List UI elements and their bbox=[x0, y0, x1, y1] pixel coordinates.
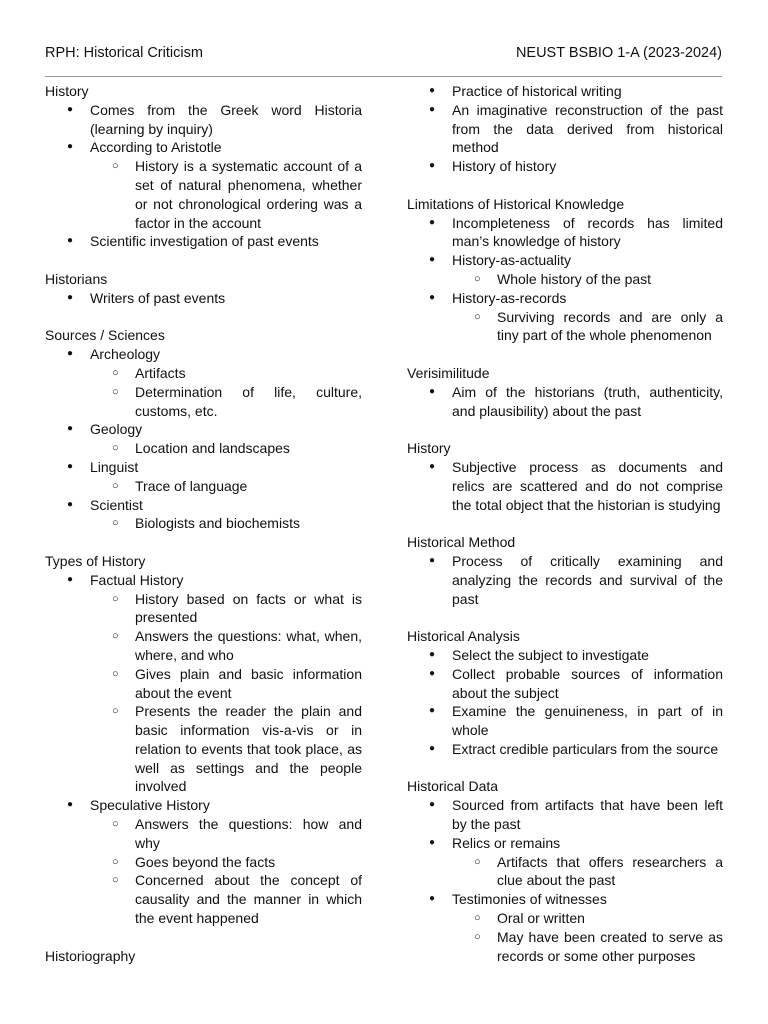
header-left: RPH: Historical Criticism bbox=[45, 45, 203, 61]
list-item: ● Archeology bbox=[45, 345, 362, 364]
header-right: NEUST BSBIO 1-A (2023-2024) bbox=[515, 45, 722, 61]
sub-list-item: ○ Oral or written bbox=[407, 909, 723, 928]
sub-list-item: ○ Whole history of the past bbox=[407, 270, 723, 289]
sub-list-item: ○ Determination of life, culture, customs, etc. bbox=[45, 383, 362, 421]
limitations-list bbox=[407, 214, 723, 346]
data-list bbox=[407, 796, 723, 965]
section-title-history: History bbox=[45, 83, 89, 99]
sub-list-item: ○ Answers the questions: what, when, where, and who bbox=[45, 627, 362, 665]
verisimilitude-list bbox=[407, 383, 723, 421]
list-item: ● Aim of the historians (truth, authenticity, and plausibility) about the past bbox=[407, 383, 723, 421]
sources-list bbox=[45, 345, 362, 533]
list-item: ● Sourced from artifacts that have been left by the past bbox=[407, 796, 723, 834]
list-item: ● Subjective process as documents and relics are scattered and do not comprise the total object that the historian is studying bbox=[407, 458, 723, 514]
list-item: ● Relics or remains bbox=[407, 834, 723, 853]
list-item: ● Extract credible particulars from the source bbox=[407, 740, 723, 759]
list-item: ● Scientific investigation of past events bbox=[45, 232, 362, 251]
types-list bbox=[45, 571, 362, 928]
list-item: ● Incompleteness of records has limited man’s knowledge of history bbox=[407, 214, 723, 252]
list-item: ● History-as-actuality bbox=[407, 251, 723, 270]
section-title-verisimilitude: Verisimilitude bbox=[407, 364, 490, 381]
analysis-list bbox=[407, 646, 723, 759]
list-item: ● Testimonies of witnesses bbox=[407, 890, 723, 909]
list-item: ● Select the subject to investigate bbox=[407, 646, 723, 665]
historians-list bbox=[45, 289, 362, 308]
sub-list-item: ○ History is a systematic account of a set of natural phenomena, whether or not chronological ordering was a factor in the account bbox=[45, 157, 362, 232]
history-list bbox=[45, 101, 362, 251]
list-item: ● Linguist bbox=[45, 458, 362, 477]
list-item: ● An imaginative reconstruction of the past from the data derived from historical method bbox=[407, 101, 723, 157]
sub-list-item: ○ Artifacts bbox=[45, 364, 362, 383]
list-item: ● Geology bbox=[45, 420, 362, 439]
right-column bbox=[407, 82, 723, 965]
list-item: ● Comes from the Greek word Historia (learning by inquiry) bbox=[45, 101, 362, 139]
section-title-historians: Historians bbox=[45, 270, 108, 287]
list-item: ● Scientist bbox=[45, 496, 362, 515]
list-item: ● Writers of past events bbox=[45, 289, 362, 308]
section-title-types: Types of History bbox=[45, 552, 146, 569]
list-item: ● History of history bbox=[407, 157, 723, 176]
list-item: ● According to Aristotle bbox=[45, 138, 362, 157]
list-item: ● Factual History bbox=[45, 571, 362, 590]
sub-list-item: ○ Presents the reader the plain and basic information vis-a-vis or in relation to events that took place, as well as settings and the people involved bbox=[45, 702, 362, 796]
sub-list-item: ○ Biologists and biochemists bbox=[45, 514, 362, 533]
list-item: ● History-as-records bbox=[407, 289, 723, 308]
list-item: ● Process of critically examining and analyzing the records and survival of the past bbox=[407, 552, 723, 608]
historiography-list bbox=[407, 82, 723, 176]
method-list bbox=[407, 552, 723, 608]
section-title-data: Historical Data bbox=[407, 778, 499, 795]
section-title-method: Historical Method bbox=[407, 534, 516, 551]
sub-list-item: ○ Answers the questions: how and why bbox=[45, 815, 362, 853]
history2-list bbox=[407, 458, 723, 514]
list-item: ● Practice of historical writing bbox=[407, 82, 723, 101]
sub-list-item: ○ Trace of language bbox=[45, 477, 362, 496]
section-title-historiography: Historiography bbox=[45, 947, 136, 964]
list-item: ● Collect probable sources of information about the subject bbox=[407, 665, 723, 703]
section-title-limitations: Limitations of Historical Knowledge bbox=[407, 195, 625, 212]
sub-list-item: ○ Goes beyond the facts bbox=[45, 853, 362, 872]
sub-list-item: ○ Surviving records and are only a tiny part of the whole phenomenon bbox=[407, 308, 723, 346]
sub-list-item: ○ Concerned about the concept of causality and the manner in which the event happened bbox=[45, 871, 362, 927]
sub-list-item: ○ Artifacts that offers researchers a clue about the past bbox=[407, 853, 723, 891]
sub-list-item: ○ Gives plain and basic information about the event bbox=[45, 665, 362, 703]
sub-list-item: ○ History based on facts or what is presented bbox=[45, 590, 362, 628]
left-column bbox=[45, 82, 362, 965]
list-item: ● Speculative History bbox=[45, 796, 362, 815]
sub-list-item: ○ Location and landscapes bbox=[45, 439, 362, 458]
section-title-history-2: History bbox=[407, 440, 451, 457]
list-item: ● Examine the genuineness, in part of in whole bbox=[407, 702, 723, 740]
sub-list-item: ○ May have been created to serve as records or some other purposes bbox=[407, 928, 723, 966]
header-divider bbox=[45, 76, 722, 77]
section-title-analysis: Historical Analysis bbox=[407, 628, 520, 645]
section-title-sources: Sources / Sciences bbox=[45, 327, 165, 344]
